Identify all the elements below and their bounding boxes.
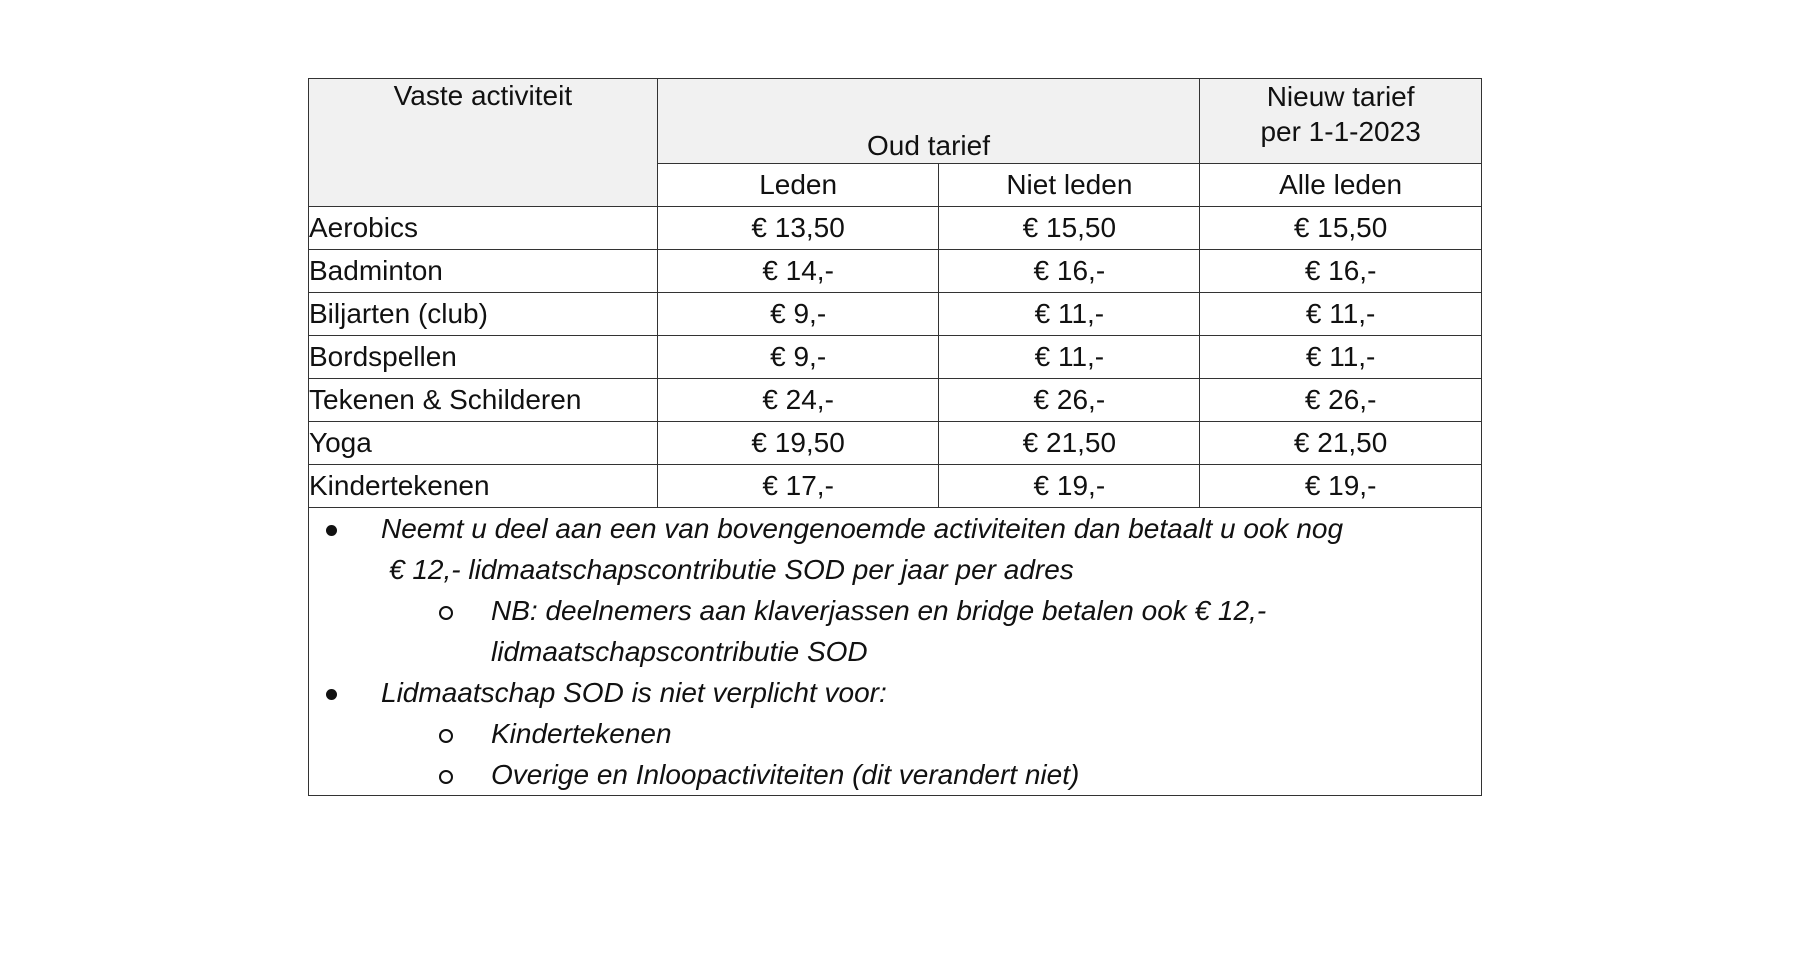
table-row bbox=[309, 336, 1482, 379]
header-non-members: Niet leden bbox=[939, 164, 1200, 207]
new-all-members-rate: € 11,- bbox=[1200, 293, 1482, 336]
notes-cell bbox=[309, 508, 1482, 796]
circle-bullet-icon bbox=[439, 754, 453, 795]
sub-note-text: NB: deelnemers aan klaverjassen en bridge betalen ook € 12,- bbox=[491, 595, 1267, 626]
new-all-members-rate: € 19,- bbox=[1200, 465, 1482, 508]
header-all-members: Alle leden bbox=[1200, 164, 1482, 207]
new-all-members-rate: € 26,- bbox=[1200, 379, 1482, 422]
bullet-icon bbox=[326, 672, 337, 713]
table-row bbox=[309, 379, 1482, 422]
old-non-members-rate: € 21,50 bbox=[939, 422, 1200, 465]
activity-name: Bordspellen bbox=[309, 336, 658, 379]
sub-note-item bbox=[309, 590, 1481, 631]
note-item bbox=[309, 672, 1481, 713]
header-activity: Vaste activiteit bbox=[309, 79, 658, 207]
note-text: Neemt u deel aan een van bovengenoemde activiteiten dan betaalt u ook nog bbox=[381, 513, 1344, 544]
rates-table bbox=[308, 78, 1482, 796]
header-members: Leden bbox=[657, 164, 939, 207]
old-non-members-rate: € 26,- bbox=[939, 379, 1200, 422]
header-new-rate bbox=[1200, 79, 1482, 164]
old-non-members-rate: € 15,50 bbox=[939, 207, 1200, 250]
note-item bbox=[309, 508, 1481, 549]
circle-bullet-icon bbox=[439, 713, 453, 754]
note-text: Lidmaatschap SOD is niet verplicht voor: bbox=[381, 677, 887, 708]
old-members-rate: € 17,- bbox=[657, 465, 939, 508]
old-members-rate: € 9,- bbox=[657, 336, 939, 379]
header-row bbox=[309, 79, 1482, 164]
old-members-rate: € 24,- bbox=[657, 379, 939, 422]
table-row bbox=[309, 293, 1482, 336]
notes-row bbox=[309, 508, 1482, 796]
old-members-rate: € 14,- bbox=[657, 250, 939, 293]
table-row bbox=[309, 422, 1482, 465]
activity-name: Kindertekenen bbox=[309, 465, 658, 508]
activity-name: Yoga bbox=[309, 422, 658, 465]
sub-note-item bbox=[309, 754, 1481, 795]
old-non-members-rate: € 16,- bbox=[939, 250, 1200, 293]
header-old-rate: Oud tarief bbox=[657, 79, 1199, 164]
activity-name: Tekenen & Schilderen bbox=[309, 379, 658, 422]
note-item-continued bbox=[309, 549, 1481, 590]
sub-note-item bbox=[309, 713, 1481, 754]
bullet-icon bbox=[326, 508, 337, 549]
new-all-members-rate: € 15,50 bbox=[1200, 207, 1482, 250]
old-non-members-rate: € 11,- bbox=[939, 293, 1200, 336]
sub-note-text: lidmaatschapscontributie SOD bbox=[491, 636, 868, 667]
new-all-members-rate: € 21,50 bbox=[1200, 422, 1482, 465]
activity-name: Biljarten (club) bbox=[309, 293, 658, 336]
header-new-rate-line1: Nieuw tarief bbox=[1266, 81, 1415, 112]
old-members-rate: € 19,50 bbox=[657, 422, 939, 465]
sub-note-text: Kindertekenen bbox=[491, 718, 672, 749]
header-new-rate-line2: per 1-1-2023 bbox=[1260, 116, 1421, 147]
note-text: € 12,- lidmaatschapscontributie SOD per jaar per adres bbox=[389, 554, 1074, 585]
table-row bbox=[309, 207, 1482, 250]
old-non-members-rate: € 11,- bbox=[939, 336, 1200, 379]
old-members-rate: € 13,50 bbox=[657, 207, 939, 250]
old-non-members-rate: € 19,- bbox=[939, 465, 1200, 508]
sub-note-item-continued bbox=[309, 631, 1481, 672]
table-row bbox=[309, 250, 1482, 293]
new-all-members-rate: € 16,- bbox=[1200, 250, 1482, 293]
table-row bbox=[309, 465, 1482, 508]
sub-note-text: Overige en Inloopactiviteiten (dit verandert niet) bbox=[491, 759, 1080, 790]
activity-name: Aerobics bbox=[309, 207, 658, 250]
activity-name: Badminton bbox=[309, 250, 658, 293]
old-members-rate: € 9,- bbox=[657, 293, 939, 336]
new-all-members-rate: € 11,- bbox=[1200, 336, 1482, 379]
circle-bullet-icon bbox=[439, 590, 453, 631]
